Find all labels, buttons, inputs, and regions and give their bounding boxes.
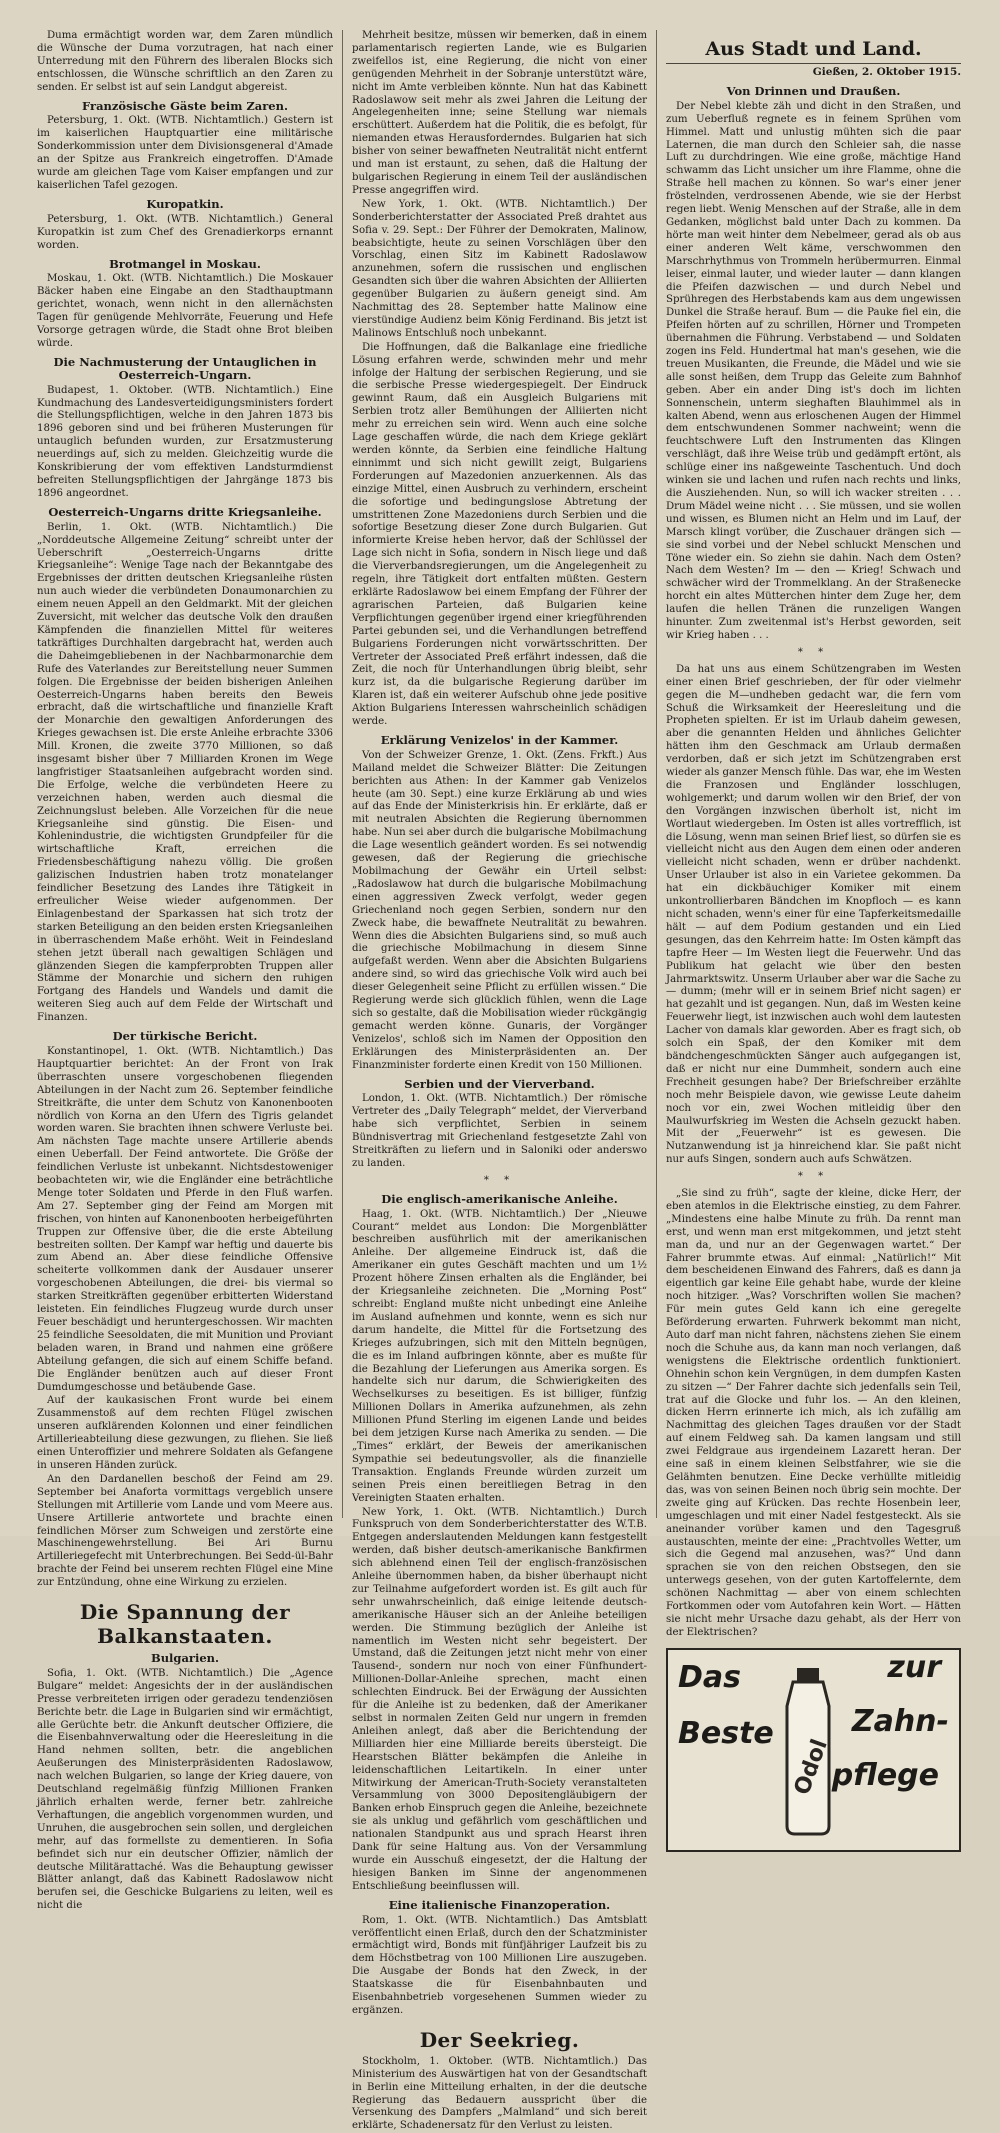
article-headline: Die Nachmusterung der Untauglichen in Oesterreich-Ungarn. xyxy=(53,354,317,382)
article-paragraph: Auf der kaukasischen Front wurde bei einem Zusammenstoß auf dem rechten Flügel zwischen unseren aufklärenden Kolonnen und einer feindlichen Artillerieabteilung diese gezwungen, zu fliehen. Sie ließ einen Unteroffizier und mehrere Soldaten als Gefangene in unseren Händen zurück. xyxy=(37,1395,333,1471)
section-subheadline: Bulgarien. xyxy=(150,1651,220,1666)
article-paragraph: London, 1. Okt. (WTB. Nichtamtlich.) Der römische Vertreter des „Daily Telegraph“ meldet, der Vierverband habe sich verpflichtet, Serbien in seinem Bündnisvertrag mit Griechenland festgesetzte Zahl von Streitkräften zu liefern und in Saloniki oder anderswo zu landen. xyxy=(352,1093,647,1169)
section-headline: Der Seekrieg. xyxy=(419,2027,580,2052)
article-paragraph: „Sie sind zu früh“, sagte der kleine, dicke Herr, der eben atemlos in die Elektrische einstieg, zu dem Fahrer. „Mindestens eine halbe Minute zu früh. Da rennt man erst, und wenn man erst mitgekommen, und jetzt steht man da, und nur an der Gegenwagen wartet.“ Der Fahrer brummte etwas. Auf einmal: „Natürlich!“ Mit dem bescheidenen Einwand des Fahrers, daß es dann ja eigentlich gar keine Eile gehabt habe, wurde der kleine noch hitziger. „Was? Vorschriften wollen Sie machen? Für mein gutes Geld kann ich eine geregelte Beförderung erwarten. Fuhrwerk bekommt man nicht, Auto darf man nicht fahren, nächstens ziehen Sie einem noch die Schuhe aus, da kann man noch verlangen, daß wenigstens die Elektrische ordentlich funktioniert. Ohnehin schon kein Vergnügen, in dem dumpfen Kasten zu sitzen —“ Der Fahrer dachte sich jedenfalls sein Teil, trat auf die Glocke und fuhr los. — An den kleinen, dicken Herrn erinnerte ich mich, als ich zufällig am Nachmittag des gleichen Tages draußen vor der Stadt auf einem Feldweg sah. Da kamen langsam und still zwei Feldgraue aus irgendeinem Lazarett heran. Der eine saß in einem kleinen Selbstfahrer, wie sie die Gelähmten benutzen. Eine Decke verhüllte mitleidig das, was von seinen Beinen noch übrig sein mochte. Der zweite ging auf Krücken. Das rechte Hosenbein leer, umgeschlagen und mit einer Nadel festgesteckt. Als sie aneinander vorüber kamen und den Tagesgruß austauschten, meinte der eine: „Prachtvolles Wetter, um sich die Gegend mal anzusehen, was?“ Und dann sprachen sie von den reichen Obstsegen, den sie unterwegs gesehen, von der guten Kartoffelernte, dem schönen Nachmittag — aber von einem schlechten Fortkommen oder vom Autofahren kein Wort. — Hätten sie nicht mehr Ursache dazu gehabt, als der Herr von der Elektrischen? xyxy=(666,1188,961,1638)
column-right xyxy=(656,30,970,1799)
section-masthead: Aus Stadt und Land. xyxy=(666,38,961,64)
article-paragraph: Stockholm, 1. Oktober. (WTB. Nichtamtlich.) Das Ministerium des Auswärtigen hat von der Gesandtschaft in Berlin eine Mitteilung erhalten, in der die deutsche Regierung das Bedauern ausspricht über die Versenkung des Dampfers „Malmland“ und sich bereit erklärte, Schadenersatz für den Verlust zu leisten. xyxy=(352,2055,647,2132)
article-paragraph: Duma ermächtigt worden war, dem Zaren mündlich die Wünsche der Duma vorzutragen, hat nach einer Unterredung mit den Führern des liberalen Blocks sich entschlossen, die Wünsche schriftlich an den Zaren zu senden. Er selbst ist auf sein Landgut abgereist. xyxy=(37,30,333,93)
ad-word-zur: zur xyxy=(887,1649,941,1685)
article-headline: Serbien und der Vierverband. xyxy=(404,1076,595,1091)
article-paragraph: An den Dardanellen beschoß der Feind am 29. September bei Anaforta vormittags vergeblich unsere Stellungen mit Artillerie vom Lande und vom Meere aus. Unsere Artillerie antwortete und brachte einen feindlichen Mörser zum Schweigen und zerstörte eine Maschinengewehrstellung. Bei Ari Burnu Artilleriegefecht mit Unterbrechungen. Bei Sedd-ül-Bahr brachte der Feind bei unserem rechten Flügel eine Mine zur Entzündung, ohne eine Wirkung zu erzielen. xyxy=(37,1473,333,1589)
article-paragraph: New York, 1. Okt. (WTB. Nichtamtlich.) Durch Funkspruch von dem Sonderberichterstatter des W.T.B. Entgegen anderslautenden Meldungen kann festgestellt werden, daß bisher deutsch-amerikanische Bankfirmen sich ablehnend einen Teil der englisch-französischen Anleihe übernommen haben, da bisher überhaupt nicht zur Teilnahme aufgefordert worden ist. Es gilt auch für sehr unwahrscheinlich, daß einige leitende deutsch-amerikanische Häuser sich an der Anleihe beteiligen werden. Die Stimmung bezüglich der Anleihe ist namentlich im Westen nicht sehr begeistert. Der Umstand, daß die Zeitungen jetzt nicht mehr von einer Tausend-, sondern nur noch von einer Fünfhundert-Millionen-Dollar-Anleihe sprechen, macht einen schlechten Eindruck. Bei der Erwägung der Aussichten für die Anleihe ist zu bedenken, daß der Amerikaner selbst in normalen Zeiten Geld nur ungern in fremden Anleihen anlegt, daß aber die Berichtendung der Milliarden hier eine Milliarde bereits übersteigt. Die Hearstschen Blätter bekämpfen die Anleihe in leidenschaftlichen Leitartikeln. In einer unter Mitwirkung der American-Truth-Society veranstalteten Versammlung von 3000 Depositengläubigern der Banken erhob Einspruch gegen die Anleihe, bezeichnete sie als unklug und gefährlich vom geschäftlichen und nationalen Standpunkt aus und sprach Hearst ihren Dank für seine Haltung aus. Von der Versammlung wurde ein Ausschuß eingesetzt, der die Haltung der hiesigen Banken im Sinne der angenommenen Entschließung beeinflussen will. xyxy=(352,1506,647,1892)
section-separator: * * xyxy=(797,1171,830,1183)
column-left xyxy=(28,30,342,1912)
article-headline: Von Drinnen und Draußen. xyxy=(726,83,901,98)
ad-brand-text: Odol xyxy=(789,1735,833,1799)
article-paragraph: New York, 1. Okt. (WTB. Nichtamtlich.) Der Sonderberichterstatter der Associated Preß drahtet aus Sofia v. 29. Sept.: Der Führer der Demokraten, Malinow, beabsichtigte, heute zu seinen Vorschlägen über den Vorschlag, einen Sitz im Kabinett Radoslawow anzunehmen, sofern die russischen und englischen Gesandten sich über die wahren Absichten der Alliierten gegenüber Bulgarien zu äußern geneigt sind. Am Nachmittag des 28. September hatte Malinow eine vierstündige Audienz beim König Ferdinand. Bis jetzt ist Malinows Entschluß noch unbekannt. xyxy=(352,198,647,339)
article-paragraph: Da hat uns aus einem Schützengraben im Westen einer einen Brief geschrieben, der für oder vielmehr gegen die M—undheben gedacht war, die fern vom Schuß die Wirksamkeit der Heeresleitung und die Propheten spielten. Er ist im Urlaub daheim gewesen, aber die genannten Helden und ähnliches Gelichter hätten ihm den Geschmack am Urlaub dermaßen verdorben, daß er sich jetzt im Schützengraben erst wieder als ganzer Mensch fühle. Das war, ehe im Westen die Franzosen und Engländer losschlugen, wohlgemerkt; und darum wollen wir den Brief, der von den Vorgängen inzwischen überholt ist, nicht im Wortlaut wiedergeben. Im Osten ist alles vortrefflich, ist die Lösung, wenn man seinen Brief liest, so dürfen sie es vielleicht nicht aus den Augen dem einen oder anderen vielleicht nicht schaden, wenn er drüber nachdenkt. Unser Urlauber ist also in ein Varietee gekommen. Da hat ein dickbäuchiger Komiker mit einem unkontrollierbaren Bändchen im Knopfloch — es kann nicht schaden, wenn's einer für eine Tapferkeitsmedaille hält — auf dem Podium gestanden und ein Lied gesungen, das den Kehrreim hatte: Im Osten kämpft das tapfre Heer — Im Westen liegt die Feuerwehr. Und das Publikum hat gelacht wie über den besten Jahrmarktswitz. Unserm Urlauber aber war die Sache zu — dumm; (mehr will er in seinem Brief nicht sagen) er hat gezahlt und ist gegangen. Nun, daß im Westen keine Feuerwehr liegt, ist inzwischen auch wohl dem lautesten Lacher von damals klar geworden. Aber es fragt sich, ob solch ein Spaß, der den Komiker mit dem bändchengeschmückten Sänger auch aufgegangen ist, daß er nicht nur eine Dummheit, sondern auch eine Frechheit gesungen habe? Der Briefschreiber erzählte noch mehr Beispiele davon, wie gewisse Leute daheim noch vor ein, zwei Wochen mitleidig über den Maulwurfskrieg im Westen die Achseln gezuckt haben. Mit der „Feuerwehr“ ist es gewesen. Die Nutzanwendung ist ja hinreichend klar. Sie paßt nicht nur aufs Singen, sondern auch aufs Schwätzen. xyxy=(666,663,961,1166)
article-paragraph: Petersburg, 1. Okt. (WTB. Nichtamtlich.) General Kuropatkin ist zum Chef des Grenadierkorps ernannt worden. xyxy=(37,213,333,251)
article-headline: Französische Gäste beim Zaren. xyxy=(82,98,288,113)
article-headline: Die englisch-amerikanische Anleihe. xyxy=(381,1191,618,1206)
article-headline: Eine italienische Finanzoperation. xyxy=(388,1897,611,1912)
column-container xyxy=(28,30,972,2132)
article-paragraph: Haag, 1. Okt. (WTB. Nichtamtlich.) Der „Nieuwe Courant“ meldet aus London: Die Morgenblätter beschreiben ausführlich mit der amerikanischen Anleihe. Der allgemeine Eindruck ist, daß die Amerikaner ein gutes Geschäft machten und um 1½ Prozent höhere Zinsen erhalten als die Engländer, bei der Kriegsanleihe zeichneten. Die „Morning Post“ schreibt: England mußte nicht unbedingt eine Anleihe im Ausland aufnehmen und konnte, wenn es sich nur darum handelte, die Mittel für die Fortsetzung des Krieges aufzubringen, sich mit den Mitteln begnügen, die es im Inland aufbringen könnte, aber es mußte für die Bezahlung der Lieferungen aus Amerika sorgen. Es handelte sich nur darum, die Schwierigkeiten des Wechselkurses zu beseitigen. Es ist billiger, fünfzig Millionen Dollars in Amerika aufzunehmen, als zehn Millionen Pfund Sterling im eigenen Lande und beides bei dem jetzigen Kurse nach Amerika zu senden. — Die „Times“ erklärt, der Beweis der amerikanischen Sympathie sei bedeutungsvoller, als die finanzielle Transaktion. Englands Freunde würden zurzeit um seinen Preis einen bereitliegen Betrag in den Vereinigten Staaten erhalten. xyxy=(352,1208,647,1504)
article-paragraph: Berlin, 1. Okt. (WTB. Nichtamtlich.) Die „Norddeutsche Allgemeine Zeitung“ schreibt unter der Ueberschrift „Oesterreich-Ungarns dritte Kriegsanleihe“: Wenige Tage nach der Bekanntgabe des Ergebnisses der dritten deutschen Kriegsanleihe rüsten nun auch wieder die verbündeten Donaumonarchien zu einem neuen Appell an den Geldmarkt. Mit der gleichen Zuversicht, mit welcher das deutsche Volk den draußen Kämpfenden die finanziellen Mittel für weiteres tatkräftiges Durchhalten dargebracht hat, werden auch die Daheimgebliebenen in der Nachbarmonarchie dem Rufe des Vaterlandes zur Bereitstellung neuer Summen folgen. Die Ergebnisse der beiden bisherigen Anleihen Oesterreich-Ungarns haben bereits den Beweis erbracht, daß die wirtschaftliche und finanzielle Kraft der Monarchie den gewaltigen Anforderungen des Krieges gewachsen ist. Die erste Anleihe erbrachte 3306 Mill. Kronen, die zweite 3770 Millionen, so daß insgesamt bisher über 7 Milliarden Kronen im Wege langfristiger Staatsanleihen aufgebracht worden sind. Die Erfolge, welche die verbündeten Heere zu verzeichnen haben, werden auch diesmal die Zeichnungslust beleben. Alle Vorzeichen für die neue Kriegsanleihe sind günstig. Die Eisen- und Kohlenindustrie, die wichtigsten Grundpfeiler für die wirtschaftliche Kraft, erreichen die Friedensbeschäftigung nahezu völlig. Die großen galizischen Industrien haben trotz monatelanger feindlicher Besetzung des Landes ihre Tätigkeit in erfreulicher Weise wieder aufgenommen. Der Einlagenbestand der Sparkassen hat sich trotz der starken Beteiligung an den beiden ersten Kriegsanleihen in überraschendem Maße erhöht. Weit in Feindesland stehen jetzt überall nach gewaltigen Schlägen und glänzenden Siegen die kampferprobten Truppen aller Stämme der Monarchie und sichern den ruhigen Fortgang des Handels und Wandels und damit die weiteren Sieg auch auf dem Felde der Wirtschaft und Finanzen. xyxy=(37,521,333,1024)
ad-word-zahn: Zahn- xyxy=(851,1703,949,1739)
article-paragraph: Konstantinopel, 1. Okt. (WTB. Nichtamtlich.) Das Hauptquartier berichtet: An der Front von Irak überraschten unsere vorgeschobenen fliegenden Abteilungen in der Nacht zum 26. September feindliche Streitkräfte, die unter dem Schutz von Kanonenbooten nördlich von Korna an den Ufern des Tigris gelandet worden waren. Sie brachten ihnen schwere Verluste bei. Am nächsten Tage machte unsere Artillerie abends einen Ueberfall. Der Feind antwortete. Die Größe der feindlichen Verluste ist unbekannt. Nichtsdestoweniger beobachteten wir, wie die Engländer eine beträchtliche Menge toter Soldaten und Pferde in den Fluß warfen. Am 27. September ging der Feind am Morgen mit frischen, von hinten auf Kanonenbooten herbeigeführten Truppen zur Offensive über, die die erste Abteilung bestreiten sollten. Der Kampf war heftig und dauerte bis zum Abend an. Aber diese feindliche Offensive scheiterte vollkommen dank der Ausdauer unserer vorgeschobenen Abteilungen, die drei- bis viermal so starken Streitkräften gegenüber erbitterten Widerstand leisteten. Ein feindliches Flugzeug wurde durch unser Feuer beschädigt und heruntergeschossen. Wir machten 25 feindliche Seesoldaten, die mit Munition und Proviant beladen waren, in Brand und nahmen eine größere Abteilung gefangen, die sich auf einem Schiffe befand. Die Engländer benützen auch auf dieser Front Dumdumgeschosse und betäubende Gase. xyxy=(37,1045,333,1393)
article-paragraph: Mehrheit besitze, müssen wir bemerken, daß in einem parlamentarisch regierten Lande, wie es Bulgarien zweifellos ist, eine Regierung, die nicht von einer genügenden Mehrheit in der Sobranje unterstützt wäre, nicht im Amte verbleiben könnte. Nun hat das Kabinett Radoslawow seit mehr als zwei Jahren die Leitung der Angelegenheiten inne; seine Stellung war niemals erschüttert. Außerdem hat die Politik, die es befolgt, für niemanden etwas Herausforderndes. Bulgarien hat sich bisher von seiner bewaffneten Neutralität nicht entfernt und man ist erstaunt, zu sehen, daß die Haltung der bulgarischen Regierung in einem Teil der ausländischen Presse angegriffen wird. xyxy=(352,30,647,196)
odol-bottle-icon xyxy=(773,1666,843,1836)
section-dateline: Gießen, 2. Oktober 1915. xyxy=(812,66,961,78)
odol-advertisement xyxy=(666,1648,961,1852)
article-headline: Oesterreich-Ungarns dritte Kriegsanleihe. xyxy=(48,504,322,519)
section-separator: * * xyxy=(483,1174,516,1186)
article-headline: Kuropatkin. xyxy=(146,196,224,211)
article-paragraph: Von der Schweizer Grenze, 1. Okt. (Zens. Frkft.) Aus Mailand meldet die Schweizer Blätter: Die Zeitungen berichten aus Athen: In der Kammer gab Venizelos heute (am 30. Sept.) eine kurze Erklärung ab und wies auf das Ende der Ministerkrisis hin. Er erklärte, daß er mit neutralen Absichten die Regierung übernommen habe. Nun sei aber durch die bulgarische Mobilmachung die Lage wesentlich geändert worden. Es sei notwendig gewesen, daß der Regierung die griechische Mobilmachung der Gewähr ein Urteil selbst: „Radoslawow hat durch die bulgarische Mobilmachung einen aggressiven Zweck verfolgt, weder gegen Griechenland noch gegen Serbien, sondern nur den Zweck habe, die bewaffnete Neutralität zu bewahren. Wenn dies die Absichten Bulgariens sind, so muß auch die griechische Mobilmachung in diesem Sinne aufgefaßt werden. Wenn aber die Absichten Bulgariens andere sind, so wird das griechische Volk wird auch bei dieser Gelegenheit seine Pflicht zu erfüllen wissen.“ Die Regierung werde sich glücklich fühlen, wenn die Lage sich so gestalte, daß die Mobilisation wieder rückgängig gemacht werden könne. Gunaris, der Vorgänger Venizelos', schloß sich im Namen der Opposition den Erklärungen des Ministerpräsidenten an. Der Finanzminister forderte einen Kredit von 150 Millionen. xyxy=(352,749,647,1071)
article-headline: Der türkische Bericht. xyxy=(112,1029,258,1044)
article-paragraph: Moskau, 1. Okt. (WTB. Nichtamtlich.) Die Moskauer Bäcker haben eine Eingabe an den Stadthauptmann gerichtet, wonach, wenn nicht in den allernächsten Tagen für genügende Mehlvorräte, Feuerung und Hefe Vorsorge getragen würde, die Stadt ohne Brot bleiben würde. xyxy=(37,273,333,349)
section-headline: Die Spannung der Balkanstaaten. xyxy=(79,1600,291,1649)
ad-word-pflege: pflege xyxy=(831,1757,939,1793)
column-right-body xyxy=(666,85,961,1640)
article-paragraph: Sofia, 1. Okt. (WTB. Nichtamtlich.) Die „Agence Bulgare“ meldet: Angesichts der in der ausländischen Presse verbreiteten irrigen oder geradezu tendenziösen Berichte betr. die Lage in Bulgarien sind wir ermächtigt, alle Gerüchte betr. die Ankunft deutscher Offiziere, die die Eisenbahnverwaltung oder die Heeresleitung in die Hand nehmen sollten, betr. die angeblichen Aeußerungen des Ministerpräsidenten Radoslawow, nach welchen Bulgarien, so lange der Krieg dauere, von Deutschland regelmäßig fünfzig Millionen Franken jährlich erhalten werde, ferner betr. zahlreiche Verhaftungen, die angeblich vorgenommen wurden, und Unruhen, die ausgebrochen sein sollen, und dergleichen mehr, auf das formellste zu dementieren. In Sofia befindet sich nur ein deutscher Offizier, nämlich der deutsche Militärattaché. Was die Behauptung gewisser Blätter anlangt, daß das Kabinett Radoslawow nicht berufen sei, die Geschicke Bulgariens zu leiten, weil es nicht die xyxy=(37,1667,333,1912)
section-separator: * * xyxy=(797,646,830,658)
ad-word-beste: Beste xyxy=(678,1715,774,1751)
article-headline: Erklärung Venizelos' in der Kammer. xyxy=(380,732,619,747)
ad-word-das: Das xyxy=(678,1659,742,1695)
article-paragraph: Die Hoffnungen, daß die Balkanlage eine friedliche Lösung erfahren werde, schwinden mehr und mehr infolge der Haltung der serbischen Regierung, und sie die serbische Presse wiedergespiegelt. Der Eindruck gewinnt Raum, daß ein Ausgleich Bulgariens mit Serbien trotz aller Bemühungen der Alliierten nicht mehr zu erreichen sein wird. Wenn auch eine solche Lage geschaffen würde, die nach dem Kriege geklärt werden könnte, da Serbien eine feindliche Haltung einnimmt und sich nicht gewillt zeigt, Bulgariens Forderungen auf Mazedonien anzuerkennen. Als das einzige Mittel, einen Ausbruch zu verhindern, erscheint die sofortige und bedingungslose Abtretung der umstrittenen Zone Mazedoniens durch Serbien und die sofortige Besetzung dieser Zone durch Bulgarien. Gut informierte Kreise heben hervor, daß der Schlüssel der Lage sich nicht in Sofia, sondern in Nisch liege und daß die Vierverbandsregierungen, um die Angelegenheit zu regeln, ihre Tätigkeit dort entfalten müßten. Gestern erklärte Radoslawow bei einem Empfang der Führer der agrarischen Parteien, daß Bulgarien keine Verpflichtungen gegenüber irgend einer kriegführenden Partei gebunden sei, und die Verhandlungen betreffend Bulgariens Forderungen nicht vorwärtsschritten. Der Vertreter der Associated Preß erfährt indessen, daß die Zeit, die noch für Unterhandlungen übrig bleibt, sehr kurz ist, da die bulgarische Regierung darüber im Klaren ist, daß ein weiterer Aufschub ohne jede positive Aktion Bulgariens Interessen wahrscheinlich schädigen werde. xyxy=(352,341,647,728)
article-paragraph: Budapest, 1. Oktober. (WTB. Nichtamtlich.) Eine Kundmachung des Landesverteidigungsministers fordert die Stellungspflichtigen, welche in den Jahren 1873 bis 1896 geboren sind und bei früheren Musterungen für untauglich befunden wurden, zur Ersatzmusterung neuerdings auf, sich zu melden. Gleichzeitig wurde die Konskribierung der vom effektiven Landsturmdienst befreiten Stellungspflichtigen der Jahrgänge 1873 bis 1896 angeordnet. xyxy=(37,384,333,499)
article-paragraph: Petersburg, 1. Okt. (WTB. Nichtamtlich.) Gestern ist im kaiserlichen Hauptquartier eine militärische Sonderkommission unter dem Divisionsgeneral d'Amade an der Spitze aus Frankreich eingetroffen. D'Amade wurde am gleichen Tage vom Kaiser empfangen und zur kaiserlichen Tafel gezogen. xyxy=(37,115,333,191)
article-paragraph: Rom, 1. Okt. (WTB. Nichtamtlich.) Das Amtsblatt veröffentlicht einen Erlaß, durch den der Schatzminister ermächtigt wird, Bonds mit fünfjähriger Laufzeit bis zu dem Höchstbetrag von 100 Millionen Lire auszugeben. Die Ausgabe der Bonds hat den Zweck, in der Staatskasse die für Eisenbahnbauten und Eisenbahnbetrieb vorgesehenen Summen wieder zu ergänzen. xyxy=(352,1914,647,2016)
article-paragraph: Der Nebel klebte zäh und dicht in den Straßen, und zum Ueberfluß regnete es in feinem Sprühen vom Himmel. Matt und unlustig mühten sich die paar Laternen, die man durch den Schleier sah, die nasse Luft zu durchdringen. Wie eine große, mächtige Hand schwamm das Licht unsicher um ihre Flamme, ohne die Straße hell machen zu können. So war's einer jener fröstelnden, verdrossenen Abende, wie sie der Herbst regen liebt. Wenig Menschen auf der Straße, alle in dem Gedanken, möglichst bald unter Dach zu kommen. Da hörte man weit hinter dem Nebelmeer, gerad als ob aus einer anderen Welt käme, verschwommen den Marschrhythmus von Trommeln herübermurren. Einmal leiser, einmal lauter, und wieder lauter — dann klangen die Pfeifen dazwischen — und durch Nebel und Sprühregen des Herbstabends kam aus dem ungewissen Dunkel die Straße herauf. Bum — die Pauke fiel ein, die Pfeifen hörten auf zu schrillen, Hörner und Trompeten übernahmen die Führung. Verbstabend — und Soldaten zogen ins Feld. Hundertmal hat man's gesehen, wie die treuen Musikanten, die Freunde, die Mädel und wie sie alle sonst heißen, dem Trupp das Geleite zum Bahnhof geben. Aber ein ander Ding ist's doch im lichten Sonnenschein, unterm sieghaften Blauhimmel als in kalten Abend, wenn aus erloschenen Augen der Himmel dem entschwundenen Sommer nachweint; wenn die feuchtschwere Luft den Instrumenten das Klingen verschlägt, daß ihre Weise trüb und gedämpft ertönt, als schlüge einer ins naßgeweinte Taschentuch. Und doch winken sie und lachen und rufen nach rechts und links, die Ausziehenden. Nun, so will ich wacker streiten . . . Drum Mädel weine nicht . . . Sie müssen, und sie wollen und wissen, es Blumen nicht an Helm und im Lauf, der Marsch klingt vorüber, die Zuschauer drängen sich — sie sind vorbei und der Nebel schluckt Menschen und Töne wieder ein. So ziehn sie dahin. Nach dem Osten? Nach dem Westen? Im — den — Krieg! Schwach und schwächer wird der Trommelklang. An der Straßenecke horcht ein altes Mütterchen hinter dem Zuge her, dem laufen die hellen Tränen die runzeligen Wangen hinunter. Zum zweitenmal ist's Herbst geworden, seit wir Krieg haben . . . xyxy=(666,100,961,641)
article-headline: Brotmangel in Moskau. xyxy=(109,256,261,271)
column-middle xyxy=(342,30,656,2132)
